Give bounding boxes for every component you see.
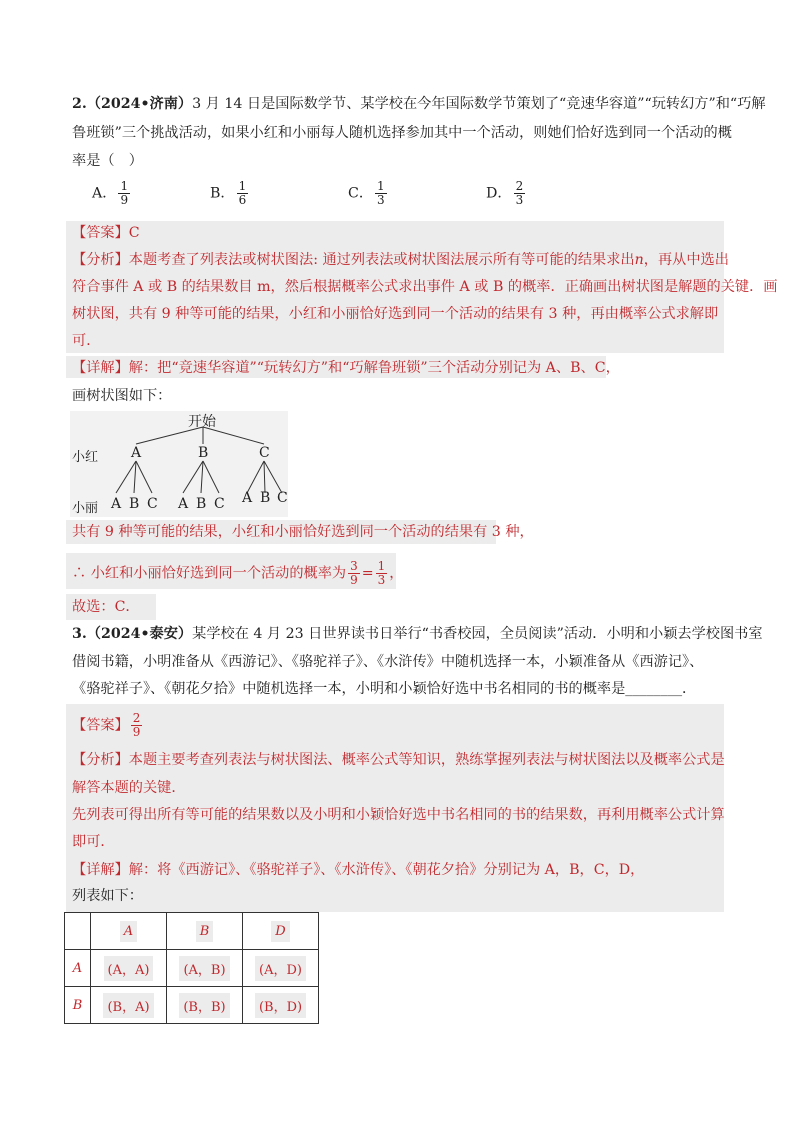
tree-node-level2: C bbox=[147, 496, 158, 512]
tree-edge bbox=[264, 461, 282, 493]
q3-analysis-line-2: 解答本题的关键． bbox=[72, 780, 186, 796]
tree-node-level2: C bbox=[214, 496, 225, 512]
tree-node-level2: A bbox=[178, 496, 189, 512]
tree-root: 开始 bbox=[188, 414, 216, 430]
q3-answer-line bbox=[72, 712, 144, 739]
table-cell: (A，A) bbox=[91, 950, 167, 987]
table-cell: (B，A) bbox=[91, 987, 167, 1024]
q3-detail-line-1: 【详解】解：将《西游记》、《骆驼祥子》、《水浒传》、《朝花夕拾》分别记为 A，B，C，D， bbox=[72, 862, 645, 878]
tree-node-level2: B bbox=[196, 496, 207, 512]
q3-stem-line-1 bbox=[72, 624, 763, 644]
q2-stem-line-1 bbox=[72, 94, 766, 114]
analysis-tag: 【分析】 bbox=[72, 252, 129, 268]
tree-node-level2: A bbox=[111, 496, 122, 512]
table-row bbox=[65, 987, 319, 1024]
q2-option-d bbox=[486, 180, 527, 207]
result-fraction-1: $\frac{3}{9}$ bbox=[350, 559, 358, 587]
table-corner-cell bbox=[65, 913, 91, 950]
answer-tag: 【答案】 bbox=[72, 225, 129, 241]
detail-tag: 【详解】 bbox=[72, 360, 129, 376]
tree-node-level2: A bbox=[242, 490, 253, 506]
q2-stem-text-1: 3 月 14 日是国际数学节、某学校在今年国际数学节策划了“竞速华容道”“玩转幻方”和“巧解 bbox=[192, 96, 766, 112]
table-header-cell: A bbox=[91, 913, 167, 950]
option-fraction: $\frac{1}{9}$ bbox=[120, 179, 129, 207]
option-label: A． bbox=[92, 185, 117, 202]
q2-answer-line bbox=[72, 223, 140, 243]
table-header-cell: D bbox=[243, 913, 319, 950]
q2-tree-diagram bbox=[70, 411, 288, 517]
table-row bbox=[65, 950, 319, 987]
q3-analysis-line-4: 即可． bbox=[72, 834, 115, 850]
q3-stem-line-3: 《骆驼祥子》、《朝花夕拾》中随机选择一本，小明和小颖恰好选中书名相同的书的概率是________． bbox=[72, 681, 697, 697]
q3-analysis-line-1: 【分析】本题主要考查列表法与树状图法、概率公式等知识，熟练掌握列表法与树状图法以及概率公式是 bbox=[72, 752, 725, 768]
answer-tag: 【答案】 bbox=[72, 717, 129, 734]
q2-stem-line-2: 鲁班锁”三个挑战活动，如果小红和小丽每人随机选择参加其中一个活动，则她们恰好选到同一个活动的概 bbox=[72, 125, 732, 141]
tree-edge bbox=[203, 461, 219, 493]
option-fraction: $\frac{1}{6}$ bbox=[238, 179, 247, 207]
table-cell: (B，D) bbox=[243, 987, 319, 1024]
q3-detail-line-2: 列表如下： bbox=[72, 888, 143, 904]
q2-result-line-1: 共有 9 种等可能的结果，小红和小丽恰好选到同一个活动的结果有 3 种， bbox=[72, 524, 534, 540]
tree-node-level1: A bbox=[131, 445, 142, 461]
tree-edge bbox=[201, 461, 203, 493]
q3-stem-text-1: 某学校在 4 月 23 日世界读书日举行“书香校园，全员阅读”活动．小明和小颖去学校图书室 bbox=[192, 626, 763, 642]
q3-answer-fraction: $\frac{2}{9}$ bbox=[132, 711, 141, 739]
tree-node-level1: B bbox=[198, 445, 209, 461]
q3-analysis-line-3: 先列表可得出所有等可能的结果数以及小明和小颖恰好选中书名相同的书的结果数，再利用概率公式计算 bbox=[72, 807, 725, 823]
option-label: C． bbox=[348, 185, 374, 202]
table-cell: (B，B) bbox=[167, 987, 243, 1024]
tree-edge bbox=[247, 461, 264, 493]
tree-edge bbox=[264, 461, 265, 493]
tree-row-label-xiaoli: 小丽 bbox=[72, 501, 99, 516]
q2-final: 故选：C． bbox=[72, 599, 140, 615]
q2-number: 2.（2024•济南） bbox=[72, 96, 193, 112]
q2-analysis-line-3: 树状图，共有 9 种等可能的结果，小红和小丽恰好选到同一个活动的结果有 3 种，再由概率公式求解即 bbox=[72, 306, 719, 322]
tree-edge bbox=[183, 461, 203, 493]
table-cell: (A，D) bbox=[243, 950, 319, 987]
q3-number: 3.（2024•泰安） bbox=[72, 626, 193, 642]
q2-option-a bbox=[92, 180, 132, 207]
tree-edge bbox=[134, 461, 136, 493]
q2-answer: C bbox=[128, 225, 140, 241]
q2-detail-line-2: 画树状图如下： bbox=[72, 388, 172, 404]
table-row-header: A bbox=[65, 950, 91, 987]
q2-option-c bbox=[348, 180, 389, 207]
option-fraction: $\frac{2}{3}$ bbox=[515, 179, 524, 207]
option-label: B． bbox=[210, 185, 235, 202]
tree-node-level2: B bbox=[129, 496, 140, 512]
table-header-cell: B bbox=[167, 913, 243, 950]
table-header-row bbox=[65, 913, 319, 950]
option-fraction: $\frac{1}{3}$ bbox=[377, 179, 385, 207]
tree-node-level1: C bbox=[259, 445, 270, 461]
table-row-header: B bbox=[65, 987, 91, 1024]
table-cell: (A，B) bbox=[167, 950, 243, 987]
option-label: D． bbox=[486, 185, 512, 202]
tree-node-level2: C bbox=[277, 490, 288, 506]
q2-analysis-line-4: 可． bbox=[72, 333, 101, 349]
result-fraction-2: $\frac{1}{3}$ bbox=[377, 559, 386, 587]
q2-stem-line-3: 率是（ ） bbox=[72, 153, 143, 169]
q3-stem-line-2: 借阅书籍，小明准备从《西游记》、《骆驼祥子》、《水浒传》中随机选择一本，小颖准备从《西游记》、 bbox=[72, 654, 704, 670]
q2-detail-line-1: 【详解】解：把“竞速华容道”“玩转幻方”和“巧解鲁班锁”三个活动分别记为 A、B、C， bbox=[72, 360, 620, 376]
tree-node-level2: B bbox=[260, 490, 271, 506]
q2-option-b bbox=[210, 180, 250, 207]
tree-edge bbox=[116, 461, 136, 493]
q2-result-line-2: ∴ 小红和小丽恰好选到同一个活动的概率为 $\frac{3}{9}$ = $\frac{1}{3}$ ， bbox=[72, 559, 404, 587]
detail-tag: 【详解】 bbox=[72, 862, 129, 878]
analysis-tag: 【分析】 bbox=[72, 752, 129, 768]
tree-edge bbox=[136, 461, 152, 493]
q3-outcome-table bbox=[64, 912, 319, 1024]
tree-row-label-xiaohong: 小红 bbox=[72, 450, 99, 465]
q2-analysis-line-1: 【分析】本题考查了列表法或树状图法: 通过列表法或树状图法展示所有等可能的结果求出n，再从中选出 bbox=[72, 252, 729, 268]
q2-analysis-line-2: 符合事件 A 或 B 的结果数目 m，然后根据概率公式求出事件 A 或 B 的概率．正确画出树状图是解题的关键．画 bbox=[72, 279, 778, 295]
